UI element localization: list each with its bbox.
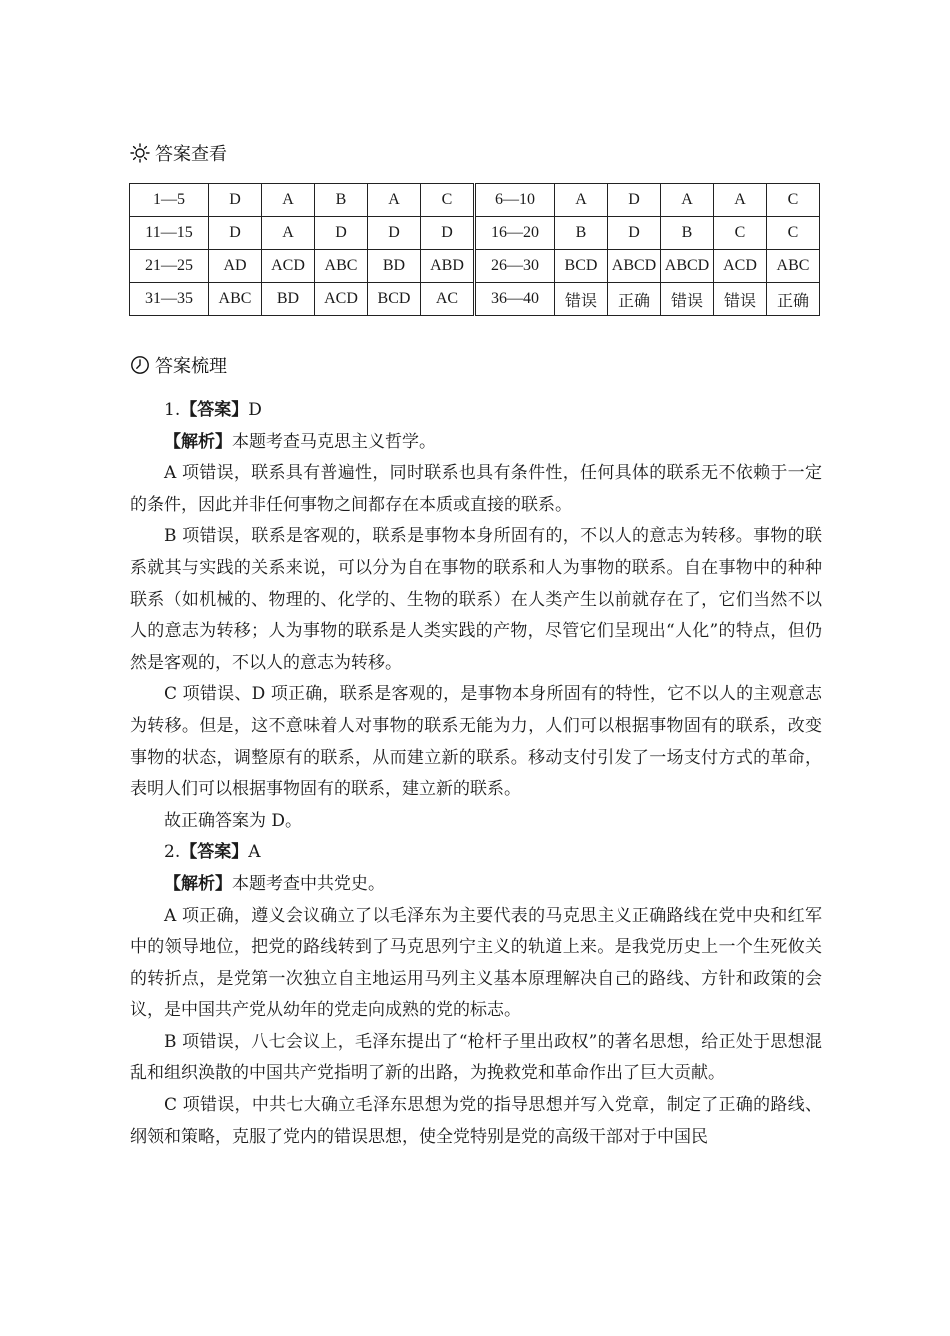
answer-cell: C — [421, 184, 475, 217]
answer-cell: 正确 — [608, 283, 661, 316]
answer-cell: ABD — [421, 250, 475, 283]
q1-answer-line — [130, 395, 822, 427]
q2-analysis-label: 【解析】 — [164, 873, 232, 894]
answer-cell: 正确 — [767, 283, 820, 316]
explanation-body — [130, 395, 822, 1153]
answer-cell: C — [714, 217, 767, 250]
q1-paragraph: A 项错误，联系具有普遍性，同时联系也具有条件性，任何具体的联系无不依赖于一定的条件，因此并非任何事物之间都存在本质或直接的联系。 — [130, 463, 822, 515]
question-range: 16—20 — [475, 217, 555, 250]
q2-answer-line — [130, 837, 822, 869]
answer-cell: D — [368, 217, 421, 250]
q1-number: 1. — [164, 400, 181, 420]
answer-cell: ABCD — [661, 250, 714, 283]
answer-cell: ABCD — [608, 250, 661, 283]
answer-cell: C — [767, 184, 820, 217]
q1-conclusion: 故正确答案为 D。 — [164, 810, 303, 831]
question-range: 31—35 — [130, 283, 209, 316]
answer-cell: A — [555, 184, 608, 217]
answer-review-heading — [130, 352, 227, 378]
answer-cell: BCD — [368, 283, 421, 316]
q2-analysis-line — [130, 869, 822, 901]
answer-cell: BCD — [555, 250, 608, 283]
answer-cell: 错误 — [555, 283, 608, 316]
question-range: 21—25 — [130, 250, 209, 283]
answer-cell: AD — [209, 250, 262, 283]
question-range: 26—30 — [475, 250, 555, 283]
q2-paragraph: A 项正确，遵义会议确立了以毛泽东为主要代表的马克思主义正确路线在党中央和红军中的领导地位，把党的路线转到了马克思列宁主义的轨道上来。是我党历史上一个生死攸关的转折点，是党第一次独立自主地运用马列主义基本原理解决自己的路线、方针和政策的会议，是中国共产党从幼年的党走向成熟的党的标志。 — [130, 905, 822, 1021]
answer-cell: AC — [421, 283, 475, 316]
answer-cell: A — [262, 217, 315, 250]
answer-cell: ACD — [315, 283, 368, 316]
answer-cell: B — [555, 217, 608, 250]
answer-cell: D — [608, 184, 661, 217]
q1-answer-value: D — [248, 400, 262, 420]
answer-cell: BD — [262, 283, 315, 316]
answer-check-title: 答案查看 — [155, 144, 227, 165]
q1-answer-label: 【答案】 — [180, 400, 249, 420]
q2-answer-value: A — [248, 842, 261, 863]
q1-paragraph: C 项错误、D 项正确，联系是客观的，是事物本身所固有的特性，它不以人的主观意志为转移。但是，这不意味着人对事物的联系无能为力，人们可以根据事物固有的联系，改变事物的状态，调整原有的联系，从而建立新的联系。移动支付引发了一场支付方式的革命，表明人们可以根据事物固有的联系，建立新的联系。 — [130, 684, 822, 800]
answer-cell: D — [608, 217, 661, 250]
answer-table-row — [130, 184, 820, 217]
answer-cell: C — [767, 217, 820, 250]
answer-cell: BD — [368, 250, 421, 283]
answer-table-row — [130, 283, 820, 316]
question-range: 11—15 — [130, 217, 209, 250]
answer-review-title: 答案梳理 — [155, 356, 227, 377]
q2-paragraph: B 项错误，八七会议上，毛泽东提出了“枪杆子里出政权”的著名思想，给正处于思想混乱和组织涣散的中国共产党指明了新的出路，为挽救党和革命作出了巨大贡献。 — [130, 1031, 822, 1084]
answer-cell: B — [315, 184, 368, 217]
answer-cell: 错误 — [714, 283, 767, 316]
answer-cell: A — [368, 184, 421, 217]
question-range: 36—40 — [475, 283, 555, 316]
sun-icon — [130, 143, 150, 163]
q2-number: 2. — [164, 842, 181, 863]
answer-cell: A — [714, 184, 767, 217]
question-range: 6—10 — [475, 184, 555, 217]
q1-analysis-intro: 本题考查马克思主义哲学。 — [232, 431, 436, 452]
question-range: 1—5 — [130, 184, 209, 217]
answer-cell: D — [315, 217, 368, 250]
answer-cell: D — [421, 217, 475, 250]
answer-cell: ABC — [315, 250, 368, 283]
answer-check-heading — [130, 140, 227, 166]
clock-icon — [130, 355, 150, 375]
answer-cell: 错误 — [661, 283, 714, 316]
answer-cell: D — [209, 184, 262, 217]
q2-analysis-intro: 本题考查中共党史。 — [232, 873, 385, 894]
q1-analysis-line — [130, 427, 822, 459]
answer-cell: ABC — [209, 283, 262, 316]
answer-cell: ACD — [714, 250, 767, 283]
q2-answer-label: 【答案】 — [180, 842, 249, 863]
answer-cell: A — [661, 184, 714, 217]
answer-cell: B — [661, 217, 714, 250]
q1-paragraph: B 项错误，联系是客观的，联系是事物本身所固有的，不以人的意志为转移。事物的联系就其与实践的关系来说，可以分为自在事物的联系和人为事物的联系。自在事物中的种种联系（如机械的、物理的、化学的、生物的联系）在人类产生以前就存在了，它们当然不以人的意志为转移；人为事物的联系是人类实践的产物，尽管它们呈现出“人化”的特点，但仍然是客观的，不以人的意志为转移。 — [130, 526, 822, 673]
answer-table — [129, 183, 820, 316]
answer-table-body — [130, 184, 820, 316]
answer-table-row — [130, 250, 820, 283]
answer-table-row — [130, 217, 820, 250]
answer-cell: D — [209, 217, 262, 250]
answer-cell: ABC — [767, 250, 820, 283]
q2-paragraph: C 项错误，中共七大确立毛泽东思想为党的指导思想并写入党章，制定了正确的路线、纲领和策略，克服了党内的错误思想，使全党特别是党的高级干部对于中国民 — [130, 1095, 822, 1147]
q1-analysis-label: 【解析】 — [164, 431, 232, 452]
answer-cell: A — [262, 184, 315, 217]
answer-cell: ACD — [262, 250, 315, 283]
